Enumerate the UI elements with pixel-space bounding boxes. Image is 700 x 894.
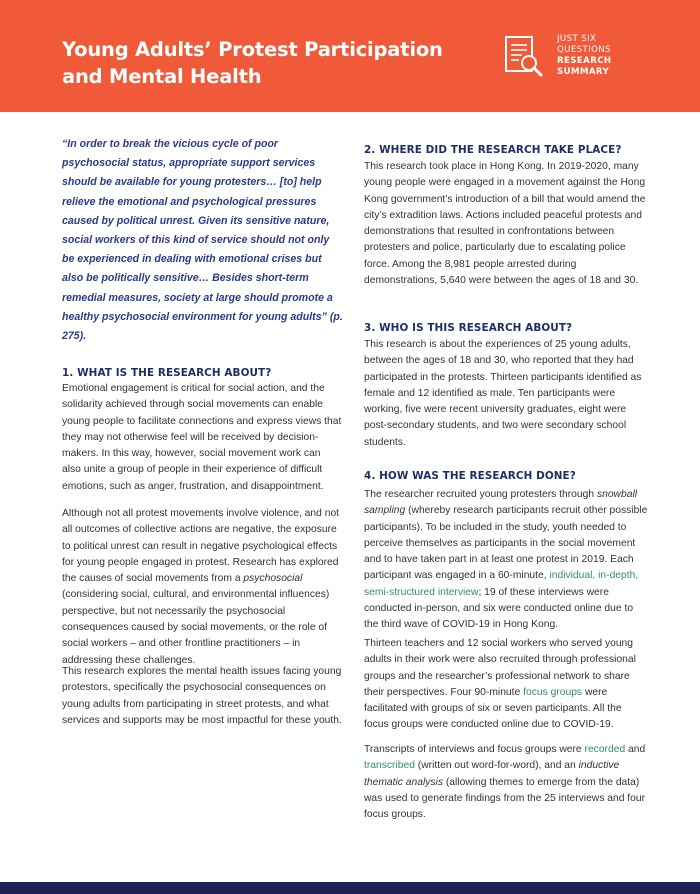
page-footer-bar bbox=[0, 882, 700, 894]
section-1-p2-emphasis: psychosocial bbox=[243, 573, 303, 585]
badge-line-3: RESEARCH bbox=[557, 56, 612, 66]
section-1-p2-text-a: Although not all protest movements involve violence, and not all outcomes of collective actions are negative, the exposure to political unrest can result in negative psychological effects for young people engaged in protest. Research has explored the causes of social movements from a bbox=[62, 508, 340, 585]
page-title bbox=[62, 36, 482, 90]
title-line-1: Young Adults’ Protest Participation bbox=[62, 38, 443, 61]
section-4-p3-glossary-transcribed: transcribed bbox=[364, 760, 415, 772]
section-4-p2-text-b: were facilitated with groups of six or seven participants. All the focus groups were conducted online due to COVID-19. bbox=[364, 686, 622, 731]
pull-quote: “In order to break the vicious cycle of poor psychosocial status, appropriate support services should be available for young protesters… [to] help relieve the emotional and psychological pressures caused by political unrest. Given its sensitive nature, social workers of this kind of service should not only be experienced in dealing with emotional crises but also be politically sensitive… Besides short-term remedial measures, society at large should promote a healthy psychosocial environment for young adults” (p. 275). bbox=[62, 138, 343, 343]
section-1-paragraph-2 bbox=[62, 506, 342, 669]
section-4-p1-text-c: ; 19 of these interviews were conducted in-person, and six were conducted online due to the third wave of COVID-19 in Hong Kong. bbox=[364, 586, 634, 631]
section-4-p3-emphasis: inductive thematic analysis bbox=[364, 760, 620, 788]
badge-line-2: QUESTIONS bbox=[557, 45, 611, 55]
section-4-p3-glossary-recorded: recorded bbox=[584, 744, 626, 755]
research-summary-badge bbox=[557, 34, 612, 78]
document-magnifier-icon bbox=[500, 34, 546, 80]
section-4-paragraph-2 bbox=[364, 636, 648, 734]
section-1-heading: 1. WHAT IS THE RESEARCH ABOUT? bbox=[62, 367, 272, 379]
section-4-p3-text-b: and bbox=[625, 744, 646, 755]
section-3-paragraph-1: This research is about the experiences of 25 young adults, between the ages of 18 and 30, who reported that they had participated in the protests. Thirteen participants identified as female and 12 identified as male. Ten participants were working, five were recent university graduates, eight were post-secondary students, and two were secondary school students. bbox=[364, 339, 642, 448]
section-1-paragraph-3: This research explores the mental health issues facing young protestors, specifically the psychosocial consequences on young adults from participating in street protests, and what services and supports may be most impactful for these youth. bbox=[62, 666, 342, 726]
page-header bbox=[0, 0, 700, 112]
section-4-p1-emphasis: snowball sampling bbox=[364, 489, 638, 517]
section-4-p2-glossary-term: focus groups bbox=[523, 686, 583, 698]
section-1-paragraph-1: Emotional engagement is critical for social action, and the solidarity achieved through social movements can enable young people to facilitate connections and express views that they may not otherwise feel will be received by decision-makers. In this way, however, social movement work can also unite a group of people in their experience of difficult emotions, such as anger, frustration, and disappointment. bbox=[62, 383, 342, 492]
section-4-paragraph-1 bbox=[364, 487, 648, 634]
section-4-p2-text-a: Thirteen teachers and 12 social workers who served young adults in their work were also recruited through professional groups and the researcher’s professional network to share their perspectives. Four 90-minute bbox=[364, 638, 636, 698]
section-4-p3-text-a: Transcripts of interviews and focus groups were bbox=[364, 744, 585, 755]
section-4-paragraph-3 bbox=[364, 742, 648, 823]
badge-line-4: SUMMARY bbox=[557, 67, 610, 77]
section-2-paragraph-1: This research took place in Hong Kong. In 2019-2020, many young people were engaged in a movement against the Hong Kong government’s introduction of a bill that would amend the city’s extradition laws. Actions included peaceful protests and demonstrations that resulted in confrontations between protesters and police, particularly due to escalating police force. Among the 8,981 people arrested during demonstrations, 5,640 were between the ages of 18 and 30. bbox=[364, 161, 646, 287]
section-4-p3-text-c: (written out word-for-word), and an bbox=[414, 760, 579, 772]
section-4-p3-text-d: (allowing themes to emerge from the data) was used to generate findings from the 25 interviews and four focus groups. bbox=[364, 776, 646, 821]
section-2-heading: 2. WHERE DID THE RESEARCH TAKE PLACE? bbox=[364, 144, 622, 156]
section-3-heading: 3. WHO IS THIS RESEARCH ABOUT? bbox=[364, 322, 573, 334]
badge-line-1: JUST SIX bbox=[557, 34, 597, 44]
section-1-p2-text-b: (considering social, cultural, and environmental influences) perspective, but not necessarily the psychosocial consequences caused by social movements, or the role of social workers – and other frontline practitioners – in addressing these challenges. bbox=[62, 589, 330, 666]
section-4-heading: 4. HOW WAS THE RESEARCH DONE? bbox=[364, 470, 576, 482]
section-4-p1-text-b: (whereby research participants recruit other possible participants). To be included in the study, youth needed to perceive themselves as participants in the social movement and to have taken part in at least one protest in 2019. Each participant was engaged in a 60-minute, bbox=[364, 505, 648, 582]
title-line-2: and Mental Health bbox=[62, 65, 262, 88]
section-4-p1-text-a: The researcher recruited young protesters through bbox=[364, 489, 597, 500]
section-4-p1-glossary-term: individual, in-depth, semi-structured interview bbox=[364, 570, 639, 598]
